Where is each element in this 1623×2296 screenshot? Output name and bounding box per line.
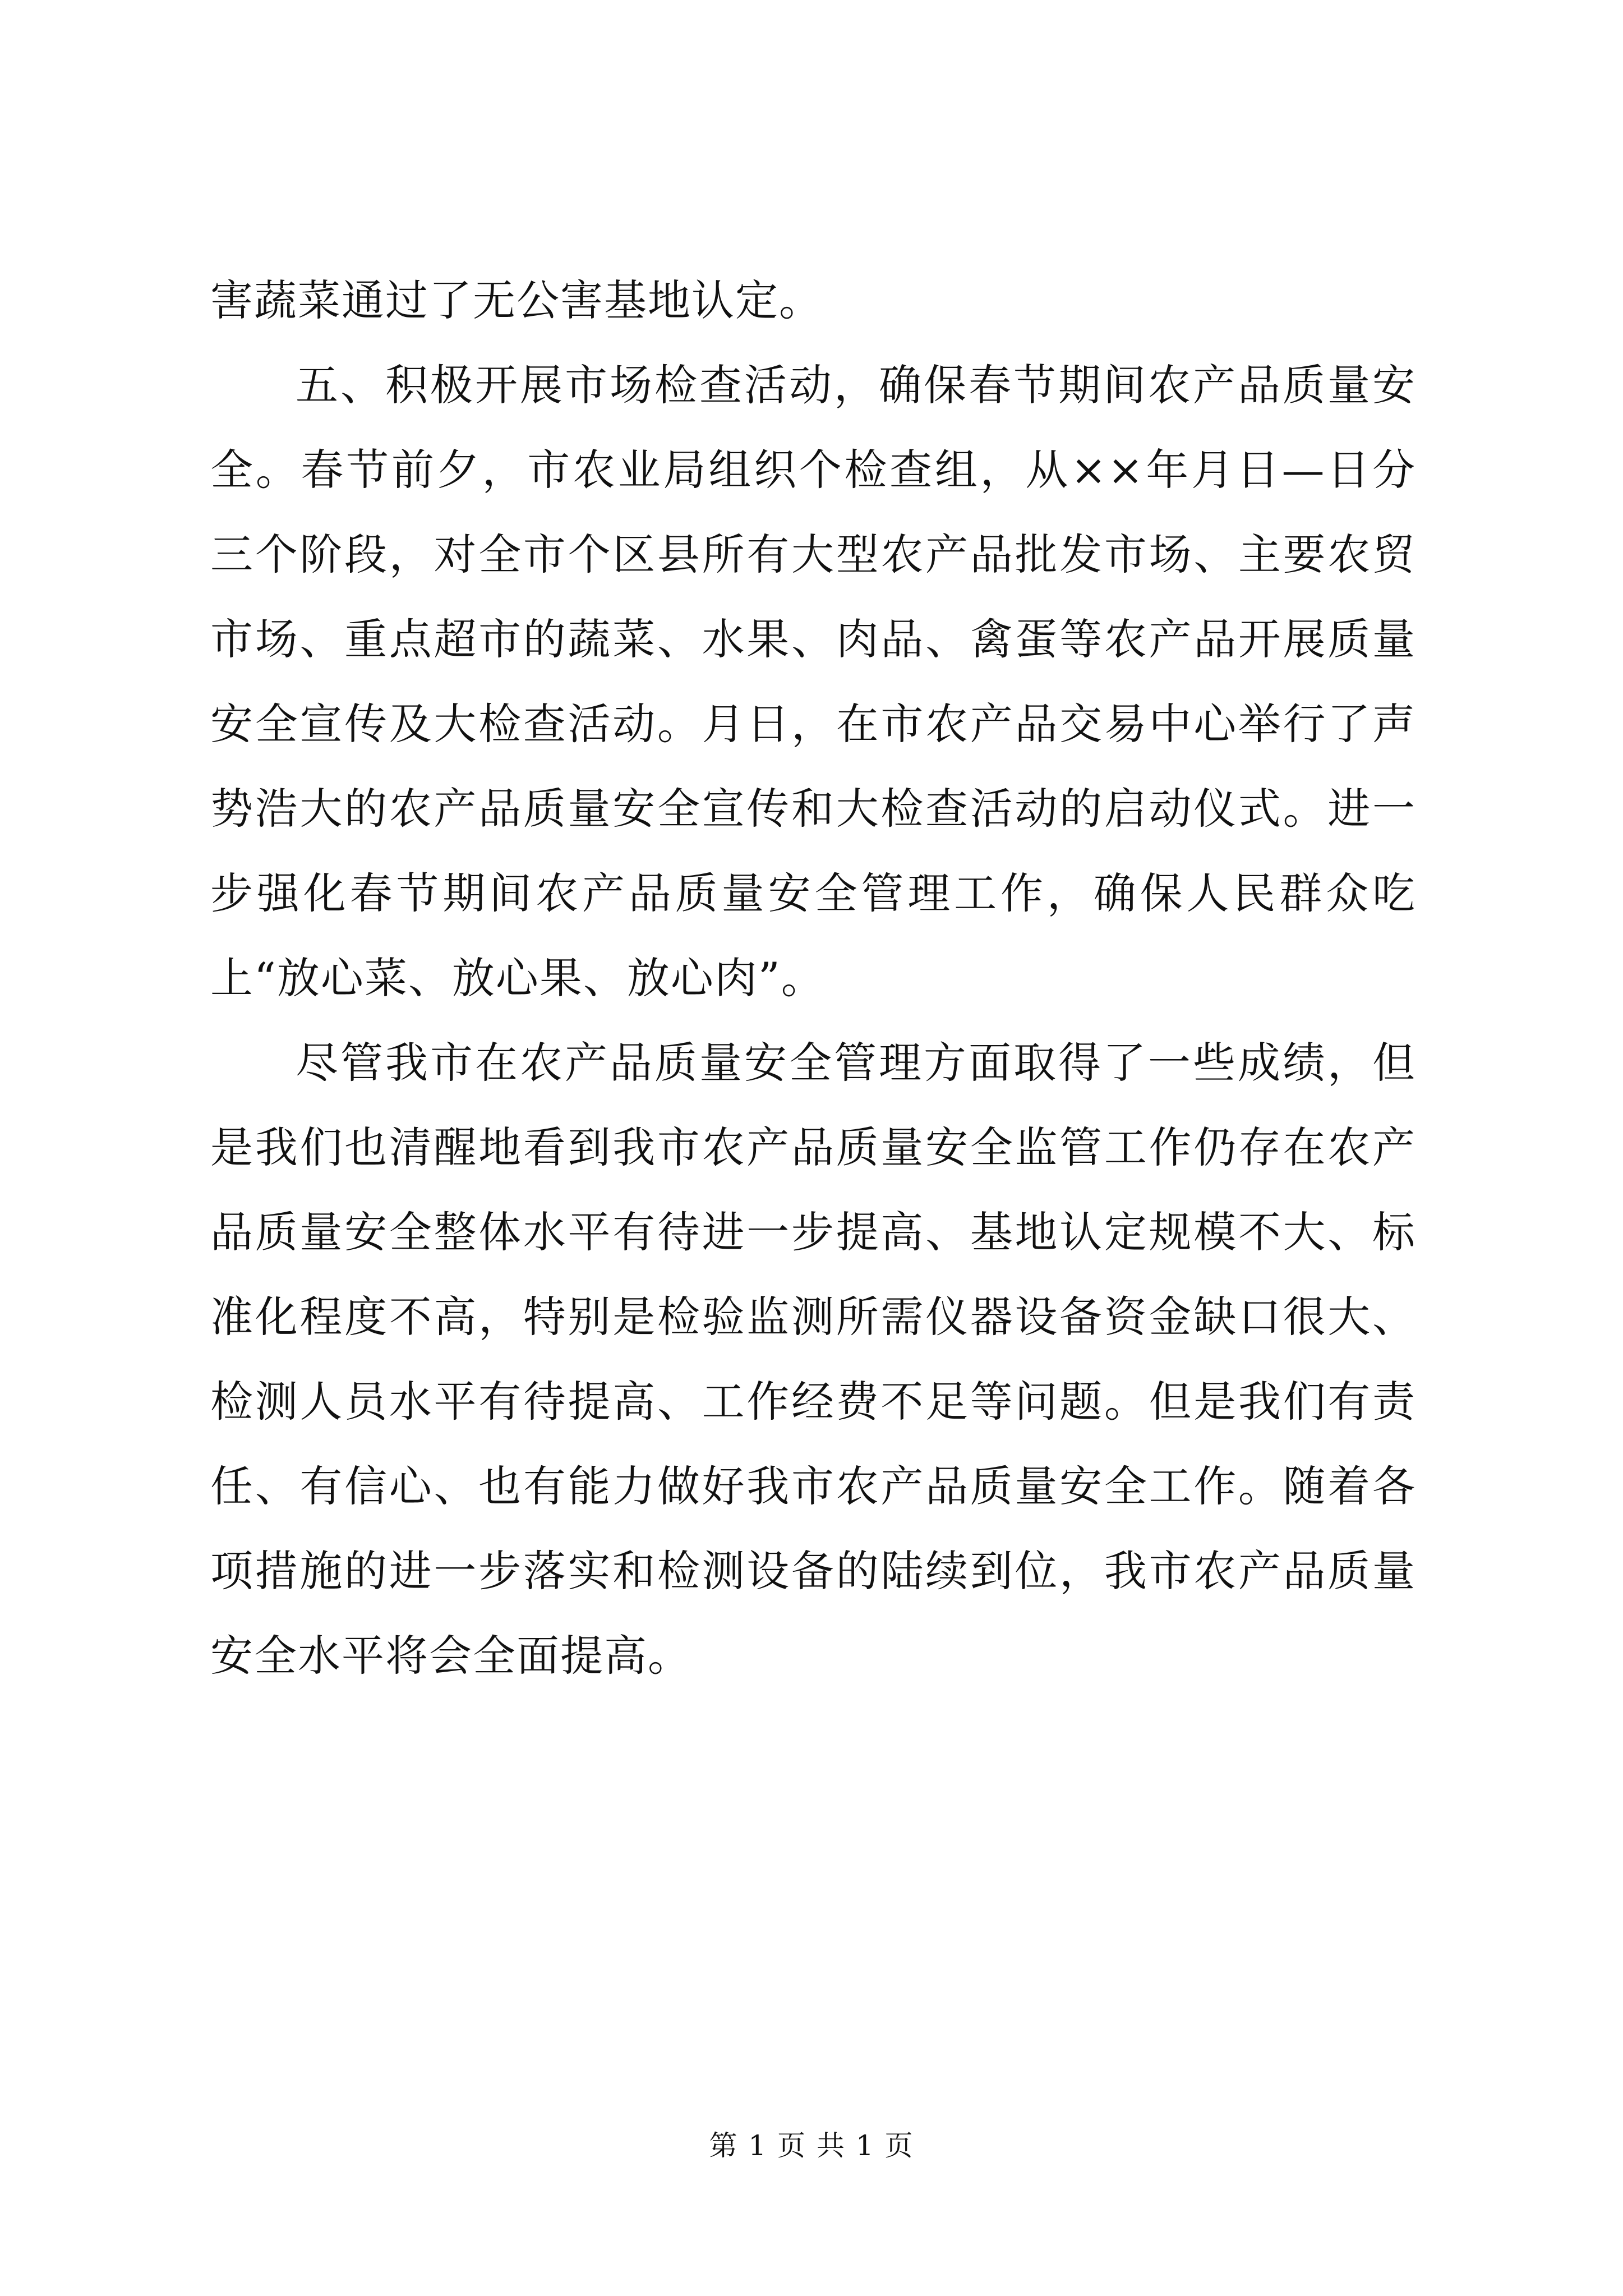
document-body (210, 258, 1416, 1698)
paragraph-summary: 尽管我市在农产品质量安全管理方面取得了一些成绩，但是我们也清醒地看到我市农产品质量安全监管工作仍存在农产品质量安全整体水平有待进一步提高、基地认定规模不大、标准化程度不高，特别是检验监测所需仪器设备资金缺口很大、检测人员水平有待提高、工作经费不足等问题。但是我们有责任、有信心、也有能力做好我市农产品质量安全工作。随着各项措施的进一步落实和检测设备的陆续到位，我市农产品质量安全水平将会全面提高。 (210, 1038, 1416, 1681)
page-footer (0, 2126, 1623, 2165)
paragraph-market-inspection: 五、积极开展市场检查活动，确保春节期间农产品质量安全。春节前夕，市农业局组织个检查组，从××年月日—日分三个阶段，对全市个区县所有大型农产品批发市场、主要农贸市场、重点超市的蔬菜、水果、肉品、禽蛋等农产品开展质量安全宣传及大检查活动。月日，在市农产品交易中心举行了声势浩大的农产品质量安全宣传和大检查活动的启动仪式。进一步强化春节期间农产品质量安全管理工作，确保人民群众吃上“放心菜、放心果、放心肉”。 (210, 360, 1416, 1003)
paragraph-continuation: 害蔬菜通过了无公害基地认定。 (210, 275, 823, 325)
page-number: 第 1 页 共 1 页 (709, 2129, 914, 2162)
